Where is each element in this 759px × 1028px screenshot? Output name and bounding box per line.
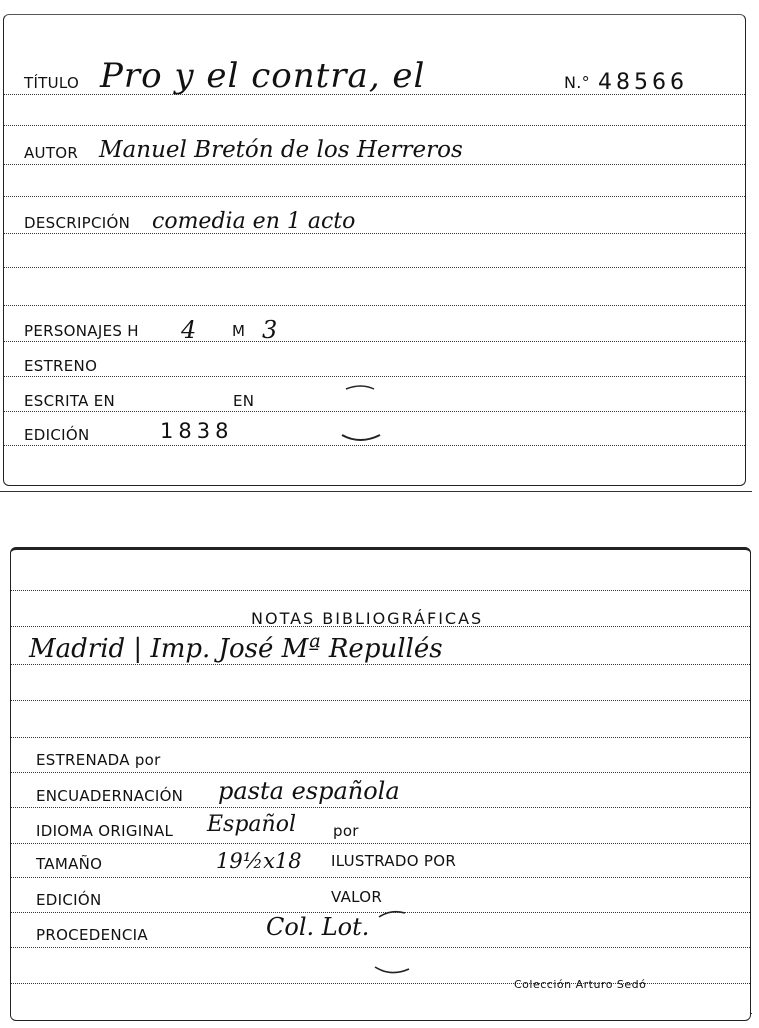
premiere-label: ESTRENO bbox=[24, 357, 98, 375]
author-label: AUTOR bbox=[24, 144, 79, 162]
title-label: TÍTULO bbox=[24, 74, 80, 92]
bibliographic-notes-value: Madrid | Imp. José Mª Repullés bbox=[29, 634, 443, 664]
provenance-value: Col. Lot. bbox=[266, 913, 370, 941]
ruled-line bbox=[4, 376, 745, 377]
ruled-line bbox=[4, 125, 745, 126]
original-language-value: Español bbox=[207, 812, 296, 837]
ruled-line bbox=[4, 196, 745, 197]
edition-value: 1838 bbox=[160, 419, 234, 443]
collection-footer: Colección Arturo Sedó bbox=[514, 978, 647, 991]
ruled-line bbox=[11, 772, 750, 773]
title-value: Pro y el contra, el bbox=[100, 56, 426, 96]
number-label: N.° bbox=[564, 73, 590, 92]
ruled-line bbox=[11, 877, 750, 878]
ruled-line bbox=[11, 590, 750, 591]
catalog-card-back bbox=[10, 547, 751, 1021]
ruled-line bbox=[11, 843, 750, 844]
punch-hole-mark bbox=[361, 907, 431, 977]
ruled-line bbox=[11, 807, 750, 808]
size-value: 19½x18 bbox=[216, 849, 302, 873]
original-language-label: IDIOMA ORIGINAL bbox=[36, 822, 174, 840]
edition-label: EDICIÓN bbox=[24, 426, 90, 444]
punch-hole-mark bbox=[326, 383, 396, 443]
written-label: ESCRITA EN bbox=[24, 392, 116, 410]
ruled-line bbox=[4, 305, 745, 306]
number-value: 48566 bbox=[598, 70, 688, 95]
provenance-label: PROCEDENCIA bbox=[36, 926, 148, 944]
ruled-line bbox=[11, 737, 750, 738]
ruled-line bbox=[4, 164, 745, 165]
illustrated-by-label: ILUSTRADO POR bbox=[331, 852, 457, 870]
binding-value: pasta española bbox=[218, 777, 400, 805]
description-value: comedia en 1 acto bbox=[152, 209, 356, 234]
characters-women-value: 3 bbox=[262, 316, 278, 344]
value-label: VALOR bbox=[331, 888, 383, 906]
ruled-line bbox=[4, 445, 745, 446]
characters-women-label: M bbox=[232, 322, 246, 340]
size-label: TAMAÑO bbox=[36, 855, 103, 873]
premiered-by-label: ESTRENADA por bbox=[36, 751, 161, 769]
ruled-line bbox=[11, 700, 750, 701]
catalog-card-front bbox=[3, 14, 746, 486]
ruled-line bbox=[4, 267, 745, 268]
characters-men-value: 4 bbox=[181, 316, 197, 344]
by-label: por bbox=[333, 822, 359, 840]
ruled-line bbox=[4, 341, 745, 342]
ruled-line bbox=[4, 233, 745, 234]
edition-label: EDICIÓN bbox=[36, 891, 102, 909]
author-value: Manuel Bretón de los Herreros bbox=[99, 137, 463, 163]
description-label: DESCRIPCIÓN bbox=[24, 214, 131, 232]
ruled-line bbox=[11, 664, 750, 665]
bibliographic-notes-heading: NOTAS BIBLIOGRÁFICAS bbox=[251, 609, 484, 628]
characters-label: PERSONAJES H bbox=[24, 322, 139, 340]
card-separator-line bbox=[0, 491, 752, 492]
written-in-label: EN bbox=[233, 392, 255, 410]
binding-label: ENCUADERNACIÓN bbox=[36, 787, 184, 805]
